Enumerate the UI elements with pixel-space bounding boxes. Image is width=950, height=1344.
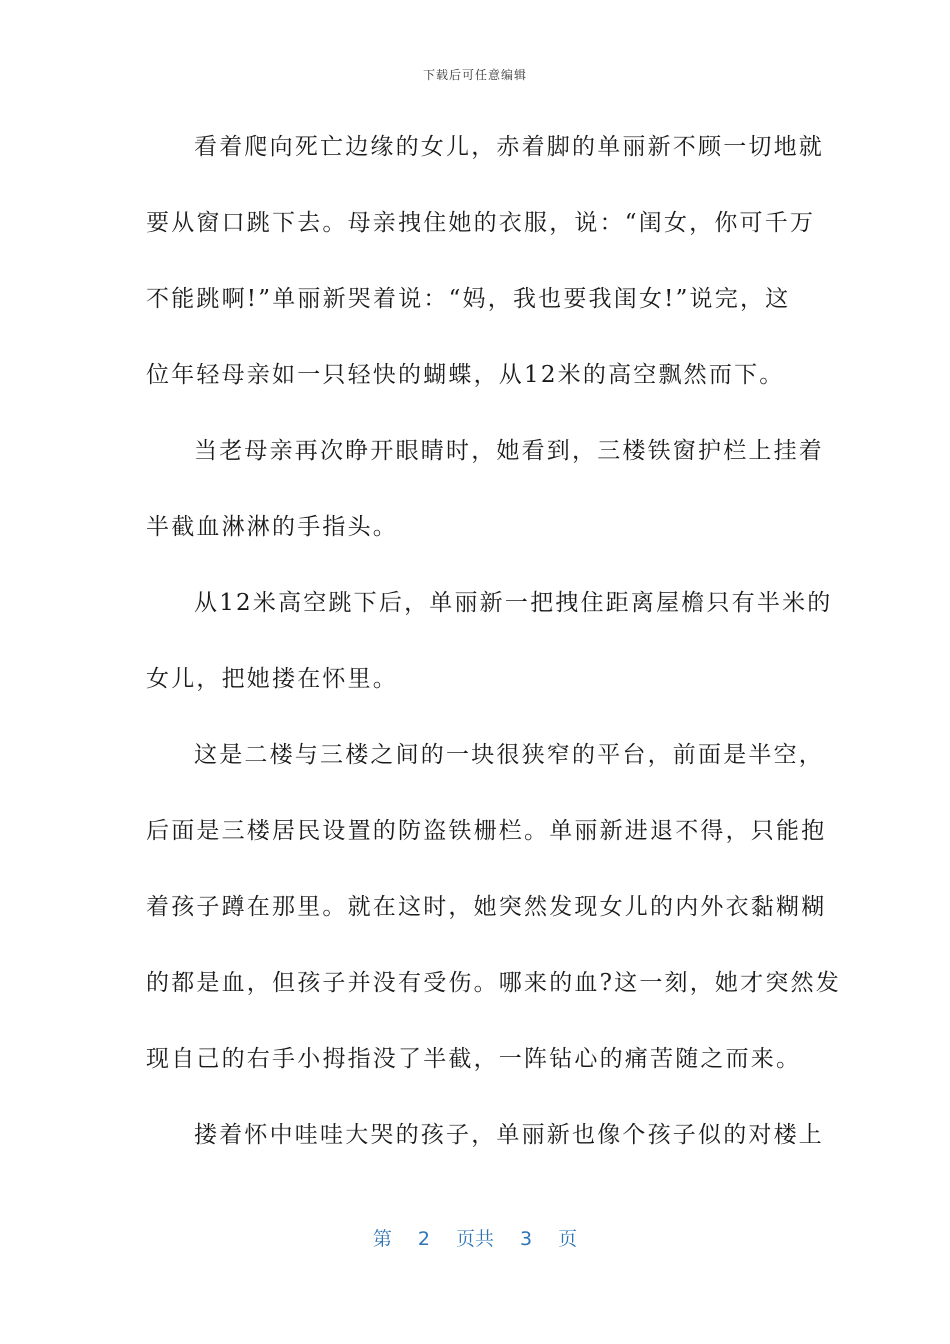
footer-total-pages: 3 — [520, 1228, 533, 1250]
text-line: 看着爬向死亡边缘的女儿，赤着脚的单丽新不顾一切地就 — [194, 134, 824, 160]
page-header: 下载后可任意编辑 — [422, 68, 527, 82]
text-line: 从12米高空跳下后，单丽新一把拽住距离屋檐只有半米的 — [194, 590, 833, 616]
document-body — [146, 122, 841, 1186]
footer-page-number: 2 — [417, 1228, 430, 1250]
text-line: 女儿，把她搂在怀里。 — [146, 666, 398, 692]
text-line: 着孩子蹲在那里。就在这时，她突然发现女儿的内外衣黏糊糊 — [146, 894, 827, 920]
page-footer — [0, 1224, 950, 1251]
footer-middle: 页共 — [455, 1228, 494, 1250]
text-line: 不能跳啊!”单丽新哭着说：“妈，我也要我闺女!”说完，这 — [146, 286, 791, 312]
footer-suffix: 页 — [558, 1228, 578, 1250]
text-line: 当老母亲再次睁开眼睛时，她看到，三楼铁窗护栏上挂着 — [194, 438, 824, 464]
footer-prefix: 第 — [372, 1228, 392, 1250]
text-line: 位年轻母亲如一只轻快的蝴蝶，从12米的高空飘然而下。 — [146, 362, 785, 388]
text-line: 后面是三楼居民设置的防盗铁栅栏。单丽新进退不得，只能抱 — [146, 818, 827, 844]
text-line: 半截血淋淋的手指头。 — [146, 514, 398, 540]
text-line: 要从窗口跳下去。母亲拽住她的衣服，说：“闺女，你可千万 — [146, 210, 816, 236]
text-line: 搂着怀中哇哇大哭的孩子，单丽新也像个孩子似的对楼上 — [194, 1122, 824, 1148]
text-line: 这是二楼与三楼之间的一块很狭窄的平台，前面是半空， — [194, 742, 824, 768]
text-line: 现自己的右手小拇指没了半截，一阵钻心的痛苦随之而来。 — [146, 1046, 802, 1072]
text-line: 的都是血，但孩子并没有受伤。哪来的血?这一刻，她才突然发 — [146, 970, 841, 996]
